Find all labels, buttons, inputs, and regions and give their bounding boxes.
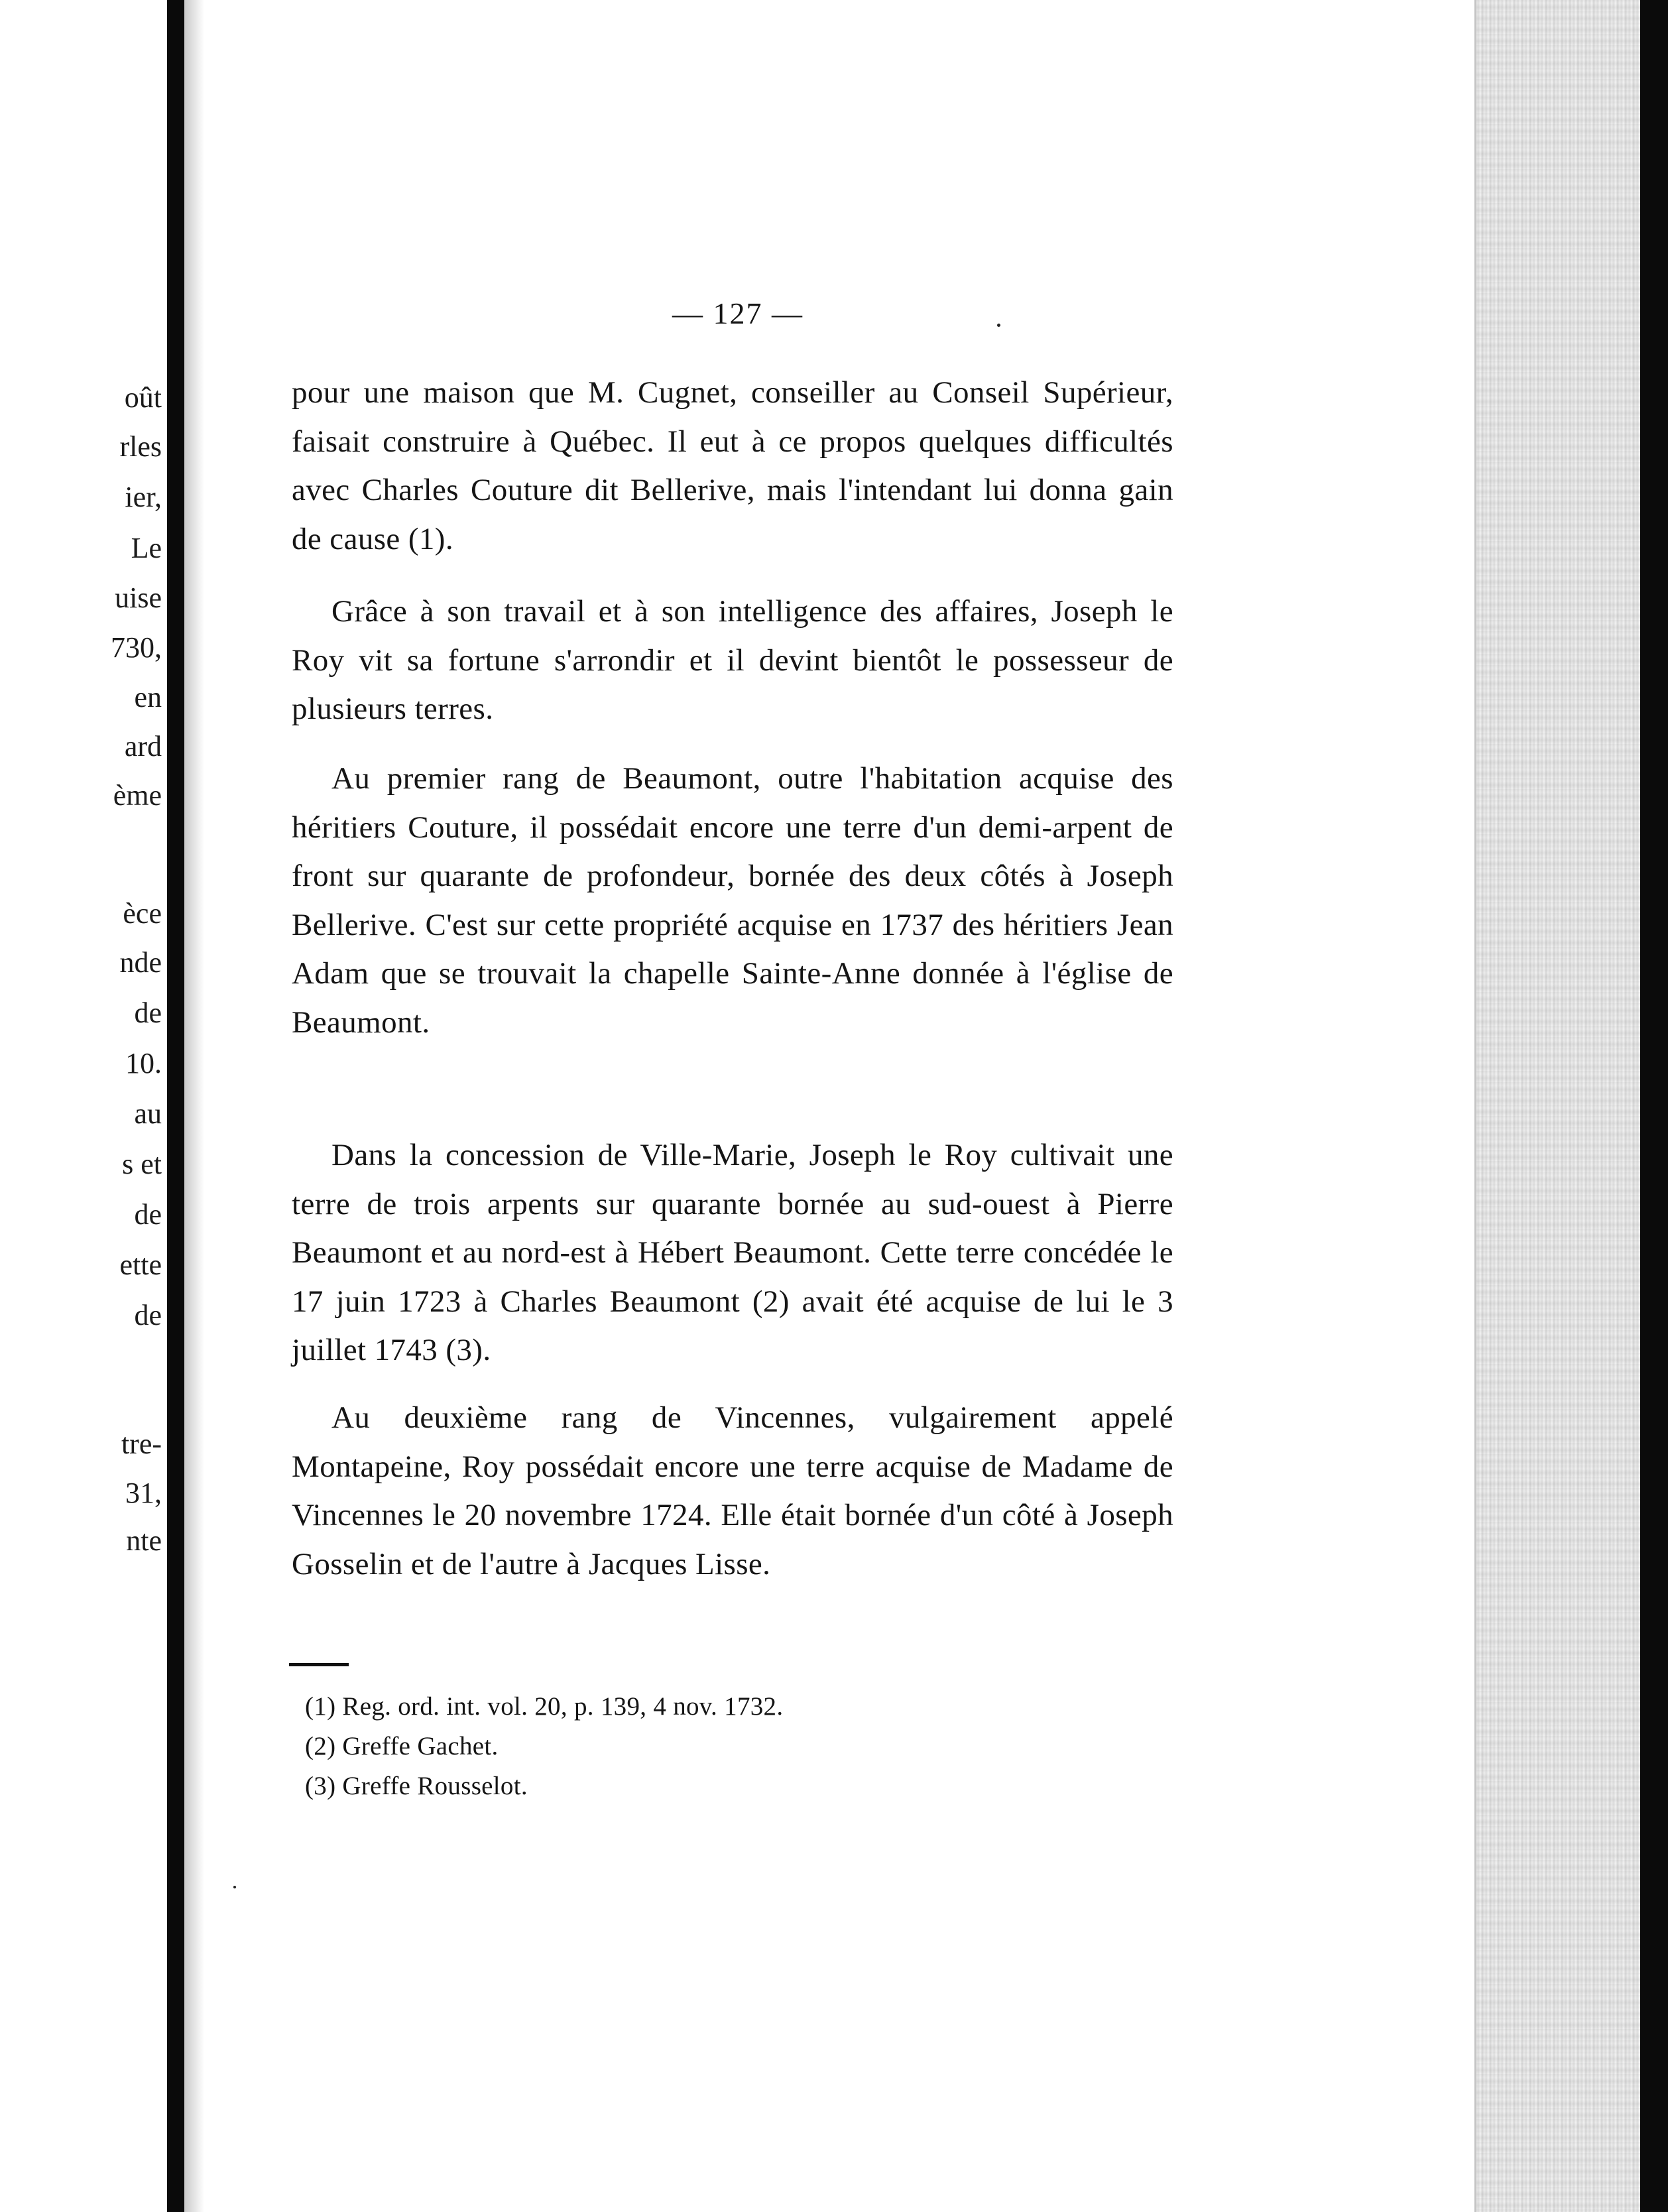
paragraph-continuation: pour une maison que M. Cugnet, conseiller au Conseil Supérieur, faisait construire à Québec. Il eut à ce propos quelques difficultés avec Charles Couture dit Bellerive, mais l'intendant lui donna gain de cause (1).: [292, 375, 1173, 556]
footnote: (2) Greffe Gachet.: [305, 1732, 499, 1760]
footnote-separator: [289, 1663, 349, 1666]
scan-speck: [233, 1886, 236, 1888]
paragraph: Au deuxième rang de Vincennes, vulgairement appelé Montapeine, Roy possédait encore une terre acquise de Madame de Vincennes le 20 novembre 1724. Elle était bornée d'un côté à Joseph Gosselin et de l'autre à Jacques Lisse.: [292, 1400, 1173, 1581]
scan-speck: [997, 324, 1000, 327]
left-page-line: Le: [131, 532, 162, 564]
left-page-line: uise: [115, 582, 162, 614]
left-page-line: de: [134, 1198, 162, 1231]
left-page-line: èce: [123, 897, 162, 930]
left-page-line: tre-: [121, 1428, 162, 1460]
footnote: (1) Reg. ord. int. vol. 20, p. 139, 4 nov. 1732.: [305, 1692, 784, 1721]
left-page-line: au: [134, 1097, 162, 1130]
paragraph: Dans la concession de Ville-Marie, Joseph le Roy cultivait une terre de trois arpents sur quarante bornée au sud-ouest à Pierre Beaumont et au nord-est à Hébert Beaumont. Cette terre concédée le 17 juin 1723 à Charles Beaumont (2) avait été acquise de lui le 3 juillet 1743 (3).: [292, 1138, 1173, 1367]
left-page-line: 730,: [111, 631, 162, 664]
left-page-line: ème: [113, 779, 162, 812]
left-page-line: 31,: [125, 1477, 162, 1509]
binding-gutter: [167, 0, 184, 2212]
page-number: — 127 —: [672, 296, 804, 330]
left-page-line: ier,: [125, 481, 162, 513]
left-page-line: ard: [124, 730, 162, 763]
paragraph: Au premier rang de Beaumont, outre l'habitation acquise des héritiers Couture, il possédait encore une terre d'un demi-arpent de front sur quarante de profondeur, bornée des deux côtés à Joseph Bellerive. C'est sur cette propriété acquise en 1737 des héritiers Jean Adam que se trouvait la chapelle Sainte-Anne donnée à l'église de Beaumont.: [292, 761, 1173, 1040]
left-page-line: 10.: [125, 1047, 162, 1079]
page-edges: [1474, 0, 1642, 2212]
left-page-line: ette: [119, 1249, 162, 1281]
left-page-line: rles: [119, 430, 162, 463]
gutter-shadow: [184, 0, 204, 2212]
left-page-line: en: [134, 681, 162, 713]
footnote: (3) Greffe Rousselot.: [305, 1772, 528, 1800]
left-page-line: de: [134, 1299, 162, 1331]
left-page-line: nte: [126, 1524, 162, 1557]
left-page-fragment-column: [0, 0, 167, 2212]
paragraph: Grâce à son travail et à son intelligence des affaires, Joseph le Roy vit sa fortune s'arrondir et il devint bientôt le possesseur de plusieurs terres.: [292, 594, 1173, 726]
left-page-line: s et: [122, 1148, 162, 1180]
left-page-line: de: [134, 997, 162, 1029]
left-page-line: oût: [124, 381, 162, 414]
left-page-line: nde: [119, 946, 162, 979]
scan-border: [1640, 0, 1668, 2212]
page-edge-texture: [1476, 0, 1642, 2212]
